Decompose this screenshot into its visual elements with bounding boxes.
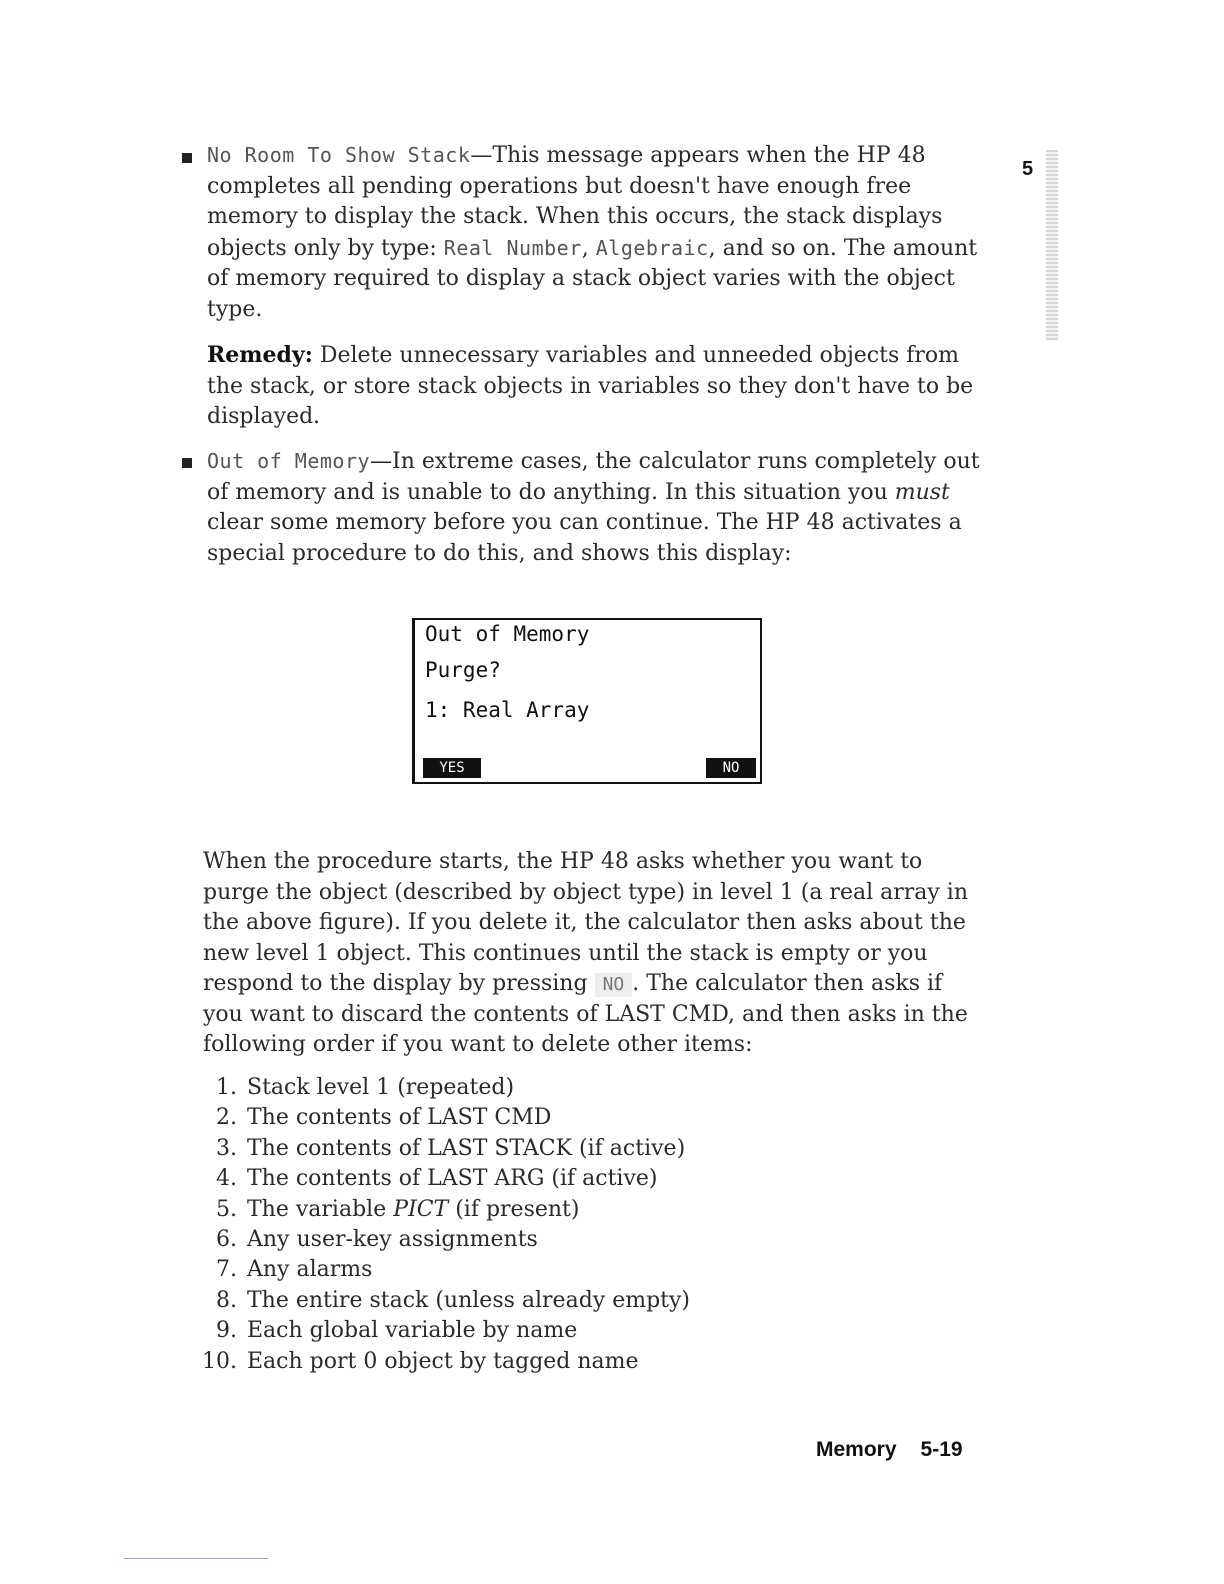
display-line-1: Out of Memory	[425, 622, 590, 646]
list-item: 6. Any user-key assignments	[216, 1227, 538, 1253]
list-item: 3. The contents of LAST STACK (if active)	[216, 1135, 686, 1161]
section-tab-marker	[1046, 150, 1058, 340]
list-item: 8. The entire stack (unless already empty)	[216, 1287, 691, 1313]
remedy-label: Remedy:	[207, 342, 313, 368]
list-item: 5. The variable PICT (if present)	[216, 1196, 580, 1222]
item-term: Out of Memory	[207, 449, 371, 473]
bullet-icon	[182, 458, 192, 468]
list-item: 10. Each port 0 object by tagged name	[202, 1348, 639, 1374]
footer-rule	[124, 1558, 268, 1559]
display-line-2: Purge?	[425, 658, 501, 682]
type-algebraic: Algebraic	[595, 235, 709, 260]
page-footer	[816, 1438, 963, 1462]
softkey-yes: YES	[423, 758, 481, 778]
item-out-of-memory-paragraph: Out of Memory—In extreme cases, the calculator runs completely out of memory and is unable to do anything. In this situation you must clear some memory before you can continue. The HP 48 activates a special procedure to do this, and shows this display:	[207, 449, 980, 566]
list-item: 2. The contents of LAST CMD	[216, 1105, 552, 1131]
item-no-room-paragraph: No Room To Show Stack—This message appears when the HP 48 completes all pending operations but doesn't have enough free memory to display the stack. When this occurs, the stack displays objects only by type: Real Number, Algebraic, and so on. The amount of memory required to display a stack object varies with the object type.	[207, 143, 978, 322]
section-tab-number: 5	[1022, 158, 1034, 180]
list-item: 7. Any alarms	[216, 1257, 373, 1283]
item-term: No Room To Show Stack	[207, 143, 471, 167]
footer-title: Memory	[816, 1438, 897, 1461]
remedy-paragraph: Remedy: Delete unnecessary variables and unneeded objects from the stack, or store stack objects in variables so they don't have to be displayed.	[207, 342, 974, 429]
calculator-display	[412, 618, 762, 784]
deletion-order-list	[200, 1073, 960, 1377]
list-item: 4. The contents of LAST ARG (if active)	[216, 1166, 658, 1192]
footer-page-number: 5-19	[920, 1438, 963, 1461]
procedure-paragraph: When the procedure starts, the HP 48 asks whether you want to purge the object (described by object type) in level 1 (a real array in the above figure). If you delete it, the calculator then asks about the new level 1 object. This continues until the stack is empty or you respond to the display by pressing NO . The calculator then asks if you want to discard the contents of LAST CMD, and then asks in the following order if you want to delete other items:	[203, 849, 969, 1057]
list-item: 9. Each global variable by name	[216, 1318, 578, 1344]
bullet-icon	[182, 153, 192, 163]
list-item: 1. Stack level 1 (repeated)	[216, 1075, 515, 1100]
display-line-3: 1: Real Array	[425, 698, 590, 722]
softkey-no: NO	[706, 758, 756, 778]
no-key: NO	[595, 973, 633, 997]
type-real-number: Real Number	[443, 235, 582, 260]
